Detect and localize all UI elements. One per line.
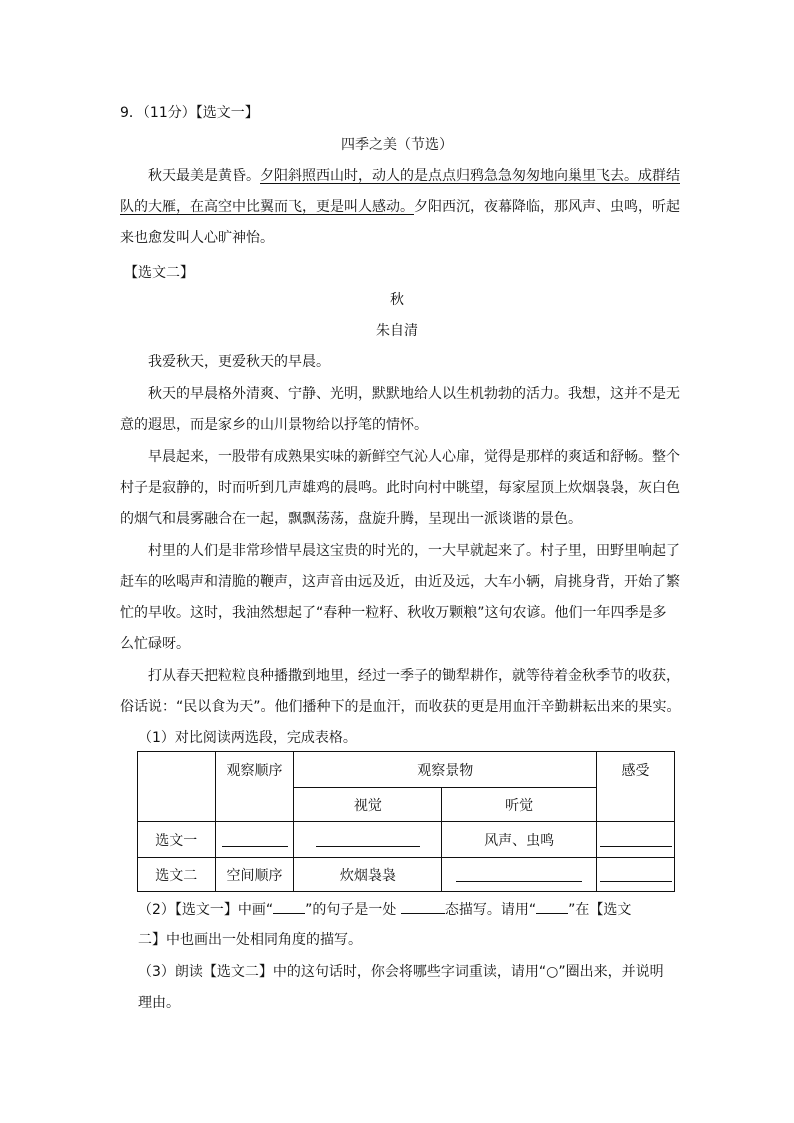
passage2-line: 村子是寂静的，时而听到几声雄鸡的晨鸣。此时向村中眺望，每家屋顶上炊烟袅袅，灰白色 xyxy=(120,480,680,496)
row2-feeling-answer-blank[interactable] xyxy=(597,858,675,892)
passage2-line: 忙的早收。这时，我油然想起了“春种一粒籽、秋收万颗粮”这句农谚。他们一年四季是多 xyxy=(120,605,667,621)
q2-line-2: 二】中也画出一处相同角度的描写。 xyxy=(138,932,362,948)
row2-label: 选文二 xyxy=(138,858,216,892)
header-feeling: 感受 xyxy=(597,752,675,822)
q1-prompt: （1）对比阅读两选段，完成表格。 xyxy=(138,730,357,746)
q2-answer-blank[interactable] xyxy=(401,899,445,914)
header-observed-scene: 观察景物 xyxy=(294,752,597,788)
passage2-line: 打从春天把粒粒良种播撒到地里，经过一季子的锄犁耕作，就等待着金秋季节的收获， xyxy=(148,668,680,684)
passage1-underlined-sentence: 夕阳斜照西山时，动人的是点点归鸦急急匆匆地向巢里飞去。成群结 xyxy=(260,168,680,184)
passage2-line: 秋天的早晨格外清爽、宁静、光明，默默地给人以生机勃勃的活力。我想，这并不是无 xyxy=(148,386,680,402)
passage2-title: 秋 xyxy=(390,292,404,308)
q2-line-1 xyxy=(138,899,631,920)
passage1-line-3: 来也愈发叫人心旷神怡。 xyxy=(120,230,274,246)
passage1-text: 夕阳西沉，夜幕降临，那风声、虫鸣，听起 xyxy=(414,199,680,215)
row1-visual-answer-blank[interactable] xyxy=(294,822,442,858)
row2-auditory-answer-blank[interactable] xyxy=(442,858,597,892)
q2-text: （2）【选文一】中画“ xyxy=(138,902,274,918)
row2-order: 空间顺序 xyxy=(215,858,294,892)
table-corner-cell xyxy=(138,752,216,822)
row1-order-answer-blank[interactable] xyxy=(215,822,294,858)
header-auditory: 听觉 xyxy=(442,788,597,822)
underline-mark-blank xyxy=(536,899,568,914)
row1-auditory: 风声、虫鸣 xyxy=(442,822,597,858)
passage2-line: 赶车的吆喝声和清脆的鞭声，这声音由远及近，由近及远，大车小辆，肩挑身背，开始了繁 xyxy=(120,574,680,590)
comparison-table xyxy=(137,751,675,892)
q2-text: ”的句子是一处 xyxy=(305,902,397,918)
passage2-line: 意的遐思，而是家乡的山川景物给以抒笔的情怀。 xyxy=(120,417,428,433)
q2-text: 态描写。请用“ xyxy=(444,902,537,918)
row1-feeling-answer-blank[interactable] xyxy=(597,822,675,858)
passage1-underlined-sentence: 队的大雁，在高空中比翼而飞，更是叫人感动。 xyxy=(120,199,414,215)
row2-visual: 炊烟袅袅 xyxy=(294,858,442,892)
passage1-line-2 xyxy=(120,197,680,217)
passage2-line: 么忙碌呀。 xyxy=(120,636,190,652)
passage2-line: 我爱秋天，更爱秋天的早晨。 xyxy=(148,354,330,370)
passage2-line: 的烟气和晨雾融合在一起，飘飘荡荡，盘旋升腾，呈现出一派谈谐的景色。 xyxy=(120,511,582,527)
underline-mark-blank xyxy=(273,899,305,914)
passage2-line: 俗话说：“民以食为天”。他们播种下的是血汗，而收获的更是用血汗辛勤耕耘出来的果实。 xyxy=(120,699,681,715)
q3-line-1: （3）朗读【选文二】中的这句话时，你会将哪些字词重读，请用“○”圈出来，并说明 xyxy=(138,964,664,980)
header-visual: 视觉 xyxy=(294,788,442,822)
passage1-text: 秋天最美是黄昏。 xyxy=(148,168,260,184)
row1-label: 选文一 xyxy=(138,822,216,858)
passage1-line-1 xyxy=(148,166,680,186)
passage2-line: 早晨起来，一股带有成熟果实味的新鲜空气沁人心扉，觉得是那样的爽适和舒畅。整个 xyxy=(148,449,680,465)
passage2-line: 村里的人们是非常珍惜早晨这宝贵的时光的，一大早就起来了。村子里，田野里响起了 xyxy=(148,543,680,559)
passage1-title: 四季之美（节选） xyxy=(341,137,453,153)
passage2-author: 朱自清 xyxy=(376,323,418,339)
q2-text: ”在【选文 xyxy=(568,902,632,918)
header-observation-order: 观察顺序 xyxy=(215,752,294,822)
q3-line-2: 理由。 xyxy=(138,995,180,1011)
question-heading: 9．（11分）【选文一】 xyxy=(120,105,259,121)
passage2-label: 【选文二】 xyxy=(124,265,194,281)
